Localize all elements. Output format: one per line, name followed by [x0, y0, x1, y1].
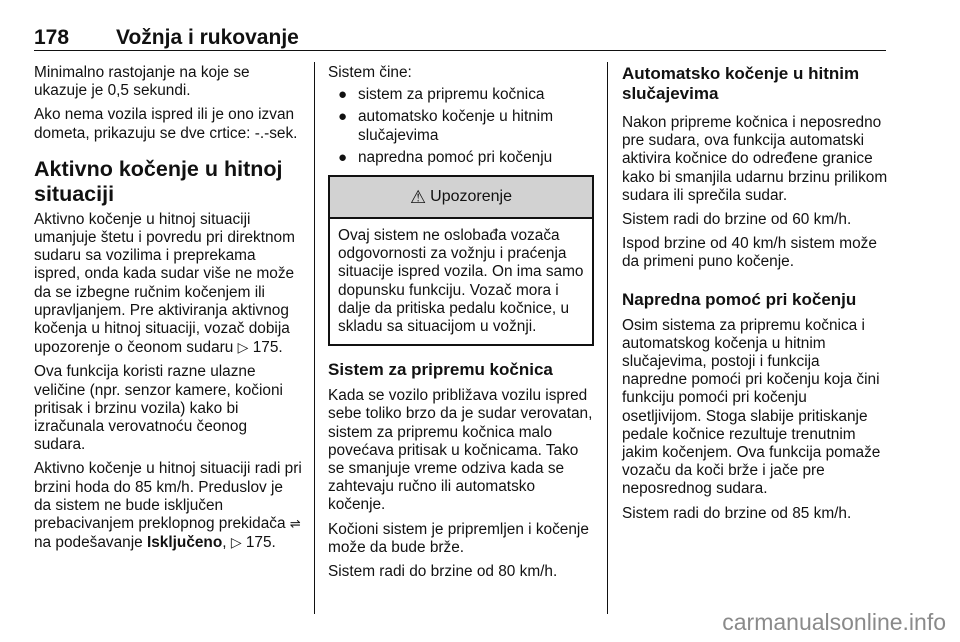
page-number: 178	[34, 26, 70, 49]
paragraph: Ako nema vozila ispred ili je ono izvan dometa, prikazuju se dve crtice: -.-sek.	[34, 106, 298, 142]
paragraph: Kočioni sistem je pripremljen i kočenje može da bude brže.	[328, 520, 589, 556]
paragraph: Osim sistema za pripremu kočnica i automatskog kočenja u hitnim slučajevima, postoji i funkcija napredne pomoći pri kočenju koja čini funkciju pomoći pri kočenju osetljivijom. Stoga slabije pritiskanje pedale kočnice rezultuje trenutnim jakim kočenjem. Ova funkcija pomaže vozaču da koči brže i jače pre neposrednog sudara.	[622, 316, 881, 498]
paragraph: Nakon pripreme kočnica i neposredno pre sudara, ova funkcija automatski aktivira kočnice do određene granice kako bi smanjila udarnu brzinu prilikom sudara ili sprečila sudar.	[622, 114, 888, 204]
section-title-brake-assist: Napredna pomoć pri kočenju	[622, 289, 857, 309]
running-title: Vožnja i rukovanje	[116, 26, 299, 49]
page-header	[34, 26, 886, 50]
list-item	[328, 149, 594, 167]
paragraph: Ispod brzine od 40 km/h sistem može da primeni puno kočenje.	[622, 235, 877, 271]
section-title-brake-prep: Sistem za pripremu kočnica	[328, 360, 553, 380]
section-title-auto-braking: Automatsko kočenje u hitnim slučajevima	[622, 64, 860, 103]
list-item-text: automatsko kočenje u hitnim slučajevima	[358, 108, 554, 144]
paragraph	[34, 211, 302, 358]
list-item-text: sistem za pripremu kočnica	[358, 86, 545, 104]
column-divider-2	[607, 62, 608, 614]
paragraph: Sistem radi do brzine od 85 km/h.	[622, 504, 852, 522]
bullet-icon: ●	[338, 148, 348, 166]
column-1	[34, 64, 302, 558]
page-ref[interactable]: 175.	[245, 534, 276, 552]
paragraph: Sistem radi do brzine od 80 km/h.	[328, 563, 558, 581]
setting-off-label: Isključeno	[146, 534, 223, 552]
bullet-icon: ●	[338, 86, 348, 104]
warning-body: Ovaj sistem ne oslobađa vozača odgovornosti za vožnju i praćenja situacije ispred vozila. On ima samo dopunsku funkciju. Vozač mora i dalje da pritiska pedalu kočnice, u skladu sa situacijom u vožnji.	[338, 227, 584, 336]
paragraph: Minimalno rastojanje na koje se ukazuje je 0,5 sekundi.	[34, 64, 250, 100]
section-title-emergency-braking: Aktivno kočenje u hitnoj situaciji	[34, 156, 283, 206]
warning-title: Upozorenje	[430, 187, 512, 205]
paragraph: Sistem čine:	[328, 64, 412, 81]
bullet-icon: ●	[338, 108, 348, 126]
switch-icon: ⇌	[289, 516, 300, 532]
list-item	[328, 86, 594, 104]
column-3	[622, 64, 888, 529]
paragraph: Ova funkcija koristi razne ulazne veličine (npr. senzor kamere, kočioni pritisak i brzinu vozila) kako bi izračunala verovatnoću čeonog sudara.	[34, 363, 283, 454]
page-ref-icon: ▷	[237, 339, 249, 356]
list-item	[328, 108, 594, 144]
column-divider-1	[314, 62, 315, 614]
paragraph: Sistem radi do brzine od 60 km/h.	[622, 211, 852, 229]
paragraph-text: na podešavanje	[34, 534, 143, 552]
paragraph-text: Aktivno kočenje u hitnoj situaciji umanjuje štetu i povredu pri direktnom sudaru sa vozilima i preprekama ispred, onda kada sudar više ne može da se izbegne ručnim kočenjem ili upravljanjem. Pre aktiviranja aktivnog kočenja u hitnoj situaciji, vozač dobija upozorenje o čeonom sudaru	[34, 210, 295, 357]
warning-icon: ⚠	[410, 186, 427, 207]
list-item-text: napredna pomoć pri kočenju	[358, 148, 553, 166]
paragraph: Kada se vozilo približava vozilu ispred sebe toliko brzo da je sudar verovatan, sistem za pripremu kočnica malo povećava pritisak u kočnicama. Tako se smanjuje vreme odziva kada se zahtevaju ručno ili automatsko kočenje.	[328, 387, 593, 514]
column-2	[328, 64, 594, 587]
paragraph: Aktivno kočenje u hitnoj situaciji radi pri brzini hoda do 85 km/h. Preduslov je da sistem ne bude isključen prebacivanjem preklopnog prekidača ⇌ na podešavanje Isključeno, ▷ 175.	[34, 460, 302, 552]
warning-header	[330, 177, 592, 219]
watermark: carmanualsonline.info	[722, 609, 946, 635]
bullet-list	[328, 86, 594, 167]
page-ref-icon: ▷	[230, 534, 242, 551]
warning-box	[328, 175, 594, 346]
paragraph-text: Aktivno kočenje u hitnoj situaciji radi pri brzini hoda do 85 km/h. Preduslov je da sistem ne bude isključen prebacivanjem preklopnog prekidača	[34, 460, 302, 533]
header-rule	[34, 50, 886, 51]
page-ref[interactable]: 175.	[252, 339, 283, 357]
